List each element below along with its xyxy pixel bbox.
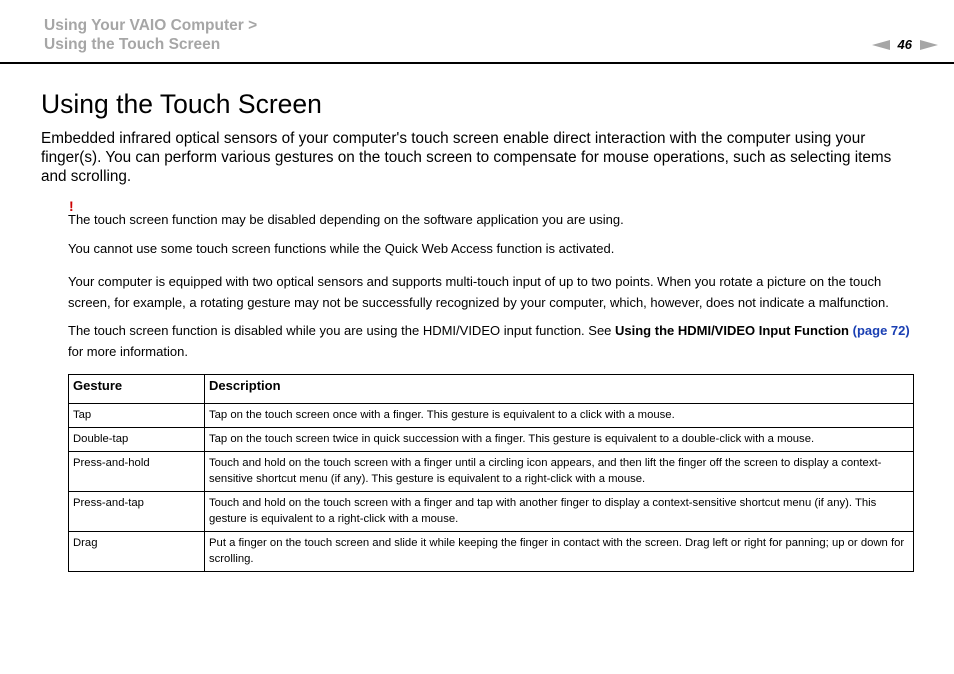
table-row (69, 492, 914, 532)
description-cell: Touch and hold on the touch screen with a finger until a circling icon appears, and then lift the finger off the screen to display a context-sensitive shortcut menu (if any). This gesture is equivalent to a right-click with a mouse. (205, 452, 914, 492)
gesture-cell: Press-and-tap (69, 492, 205, 532)
table-row (69, 452, 914, 492)
page-title: Using the Touch Screen (41, 89, 322, 119)
description-cell: Put a finger on the touch screen and slide it while keeping the finger in contact with the screen. Drag left or right for panning; up or down for scrolling. (205, 532, 914, 572)
note-hdmi-text-end: for more information. (68, 344, 188, 359)
column-header-description: Description (205, 375, 914, 404)
breadcrumb-parent: Using Your VAIO Computer > (44, 17, 258, 34)
page-navigation (872, 37, 938, 52)
column-header-gesture: Gesture (69, 375, 205, 404)
gesture-cell: Drag (69, 532, 205, 572)
note-multi-touch: Your computer is equipped with two optical sensors and supports multi-touch input of up to two points. When you rotate a picture on the touch screen, for example, a rotating gesture may not be successfully recognized by your computer, which, however, does not indicate a malfunction. (68, 274, 889, 310)
description-cell: Touch and hold on the touch screen with a finger and tap with another finger to display a context-sensitive shortcut menu (if any). This gesture is equivalent to a right-click with a mouse. (205, 492, 914, 532)
page-number: 46 (897, 37, 912, 52)
description-cell: Tap on the touch screen twice in quick succession with a finger. This gesture is equivalent to a double-click with a mouse. (205, 428, 914, 452)
gesture-cell: Tap (69, 404, 205, 428)
table-row (69, 404, 914, 428)
breadcrumb (44, 16, 257, 54)
gesture-table (68, 374, 914, 572)
hdmi-section-reference: Using the HDMI/VIDEO Input Function (615, 323, 849, 338)
page-72-link[interactable]: (page 72) (852, 323, 910, 338)
table-row (69, 532, 914, 572)
next-page-arrow-icon[interactable] (920, 40, 938, 50)
note-hdmi-video (68, 320, 918, 362)
note-software-disabled: The touch screen function may be disabled depending on the software application you are using. (68, 212, 624, 227)
table-row (69, 428, 914, 452)
breadcrumb-current: Using the Touch Screen (44, 36, 221, 53)
table-header-row (69, 375, 914, 404)
note-quick-web-access: You cannot use some touch screen functions while the Quick Web Access function is activated. (68, 241, 615, 256)
caution-mark-icon: ! (69, 198, 74, 214)
gesture-cell: Press-and-hold (69, 452, 205, 492)
description-cell: Tap on the touch screen once with a finger. This gesture is equivalent to a click with a mouse. (205, 404, 914, 428)
note-hdmi-text: The touch screen function is disabled while you are using the HDMI/VIDEO input function. See (68, 323, 616, 338)
previous-page-arrow-icon[interactable] (872, 40, 890, 50)
gesture-cell: Double-tap (69, 428, 205, 452)
intro-paragraph: Embedded infrared optical sensors of your computer's touch screen enable direct interaction with the computer using your finger(s). You can perform various gestures on the touch screen to compensate for mouse operations, such as selecting items and scrolling. (41, 130, 892, 185)
header-divider (0, 62, 954, 64)
